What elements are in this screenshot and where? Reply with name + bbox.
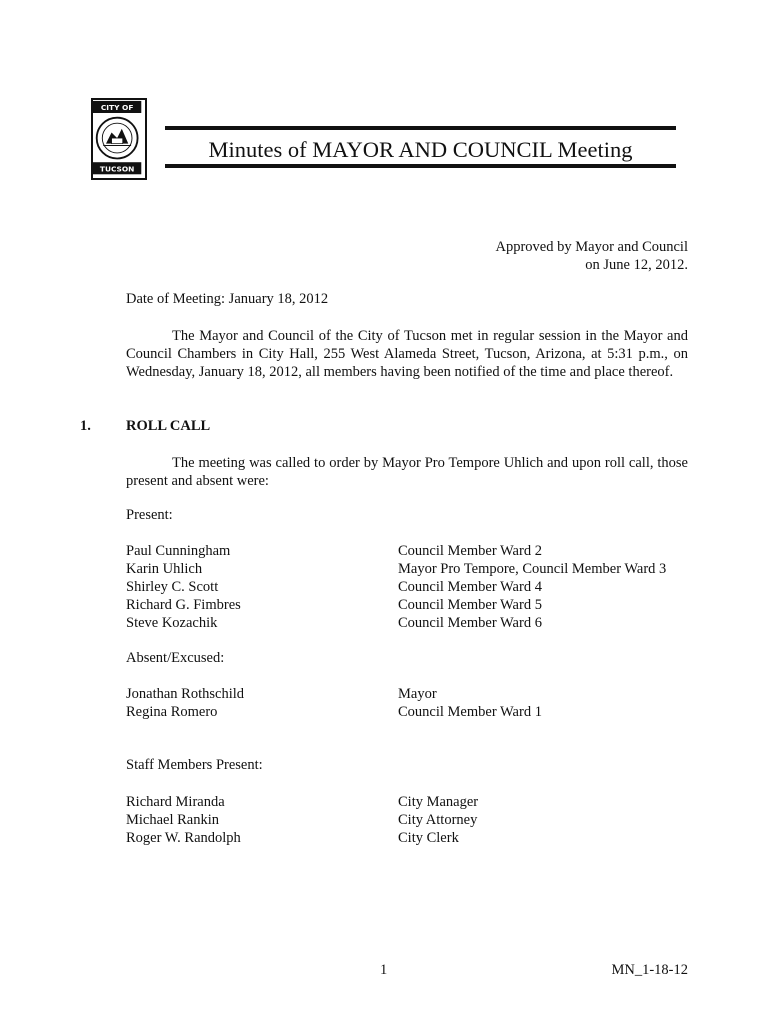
member-role: Council Member Ward 6 xyxy=(398,615,542,631)
member-name: Karin Uhlich xyxy=(126,561,203,577)
seal-graphic xyxy=(93,100,145,178)
member-name: Richard G. Fimbres xyxy=(126,597,241,613)
intro-text: The Mayor and Council of the City of Tucson met in regular session in the Mayor and Council Chambers in City Hall, 255 West Alameda Street, Tucson, Arizona, at 5:31 p.m., on Wednesday, January 18, 2012, all members having been notified of the time and place thereof. xyxy=(126,328,688,380)
member-role: City Manager xyxy=(398,794,479,810)
header-rule-top xyxy=(165,126,676,130)
document-code: MN_1-18-12 xyxy=(611,962,688,978)
section-title: ROLL CALL xyxy=(126,418,211,434)
member-name: Roger W. Randolph xyxy=(126,830,241,846)
member-role: Mayor xyxy=(398,686,437,702)
member-name: Jonathan Rothschild xyxy=(126,686,245,702)
approval-line-2: on June 12, 2012. xyxy=(585,257,688,273)
member-role: Council Member Ward 1 xyxy=(398,704,542,720)
member-role: Mayor Pro Tempore, Council Member Ward 3 xyxy=(398,561,667,577)
seal-text-top: CITY OF xyxy=(100,103,134,113)
member-role: Council Member Ward 4 xyxy=(398,579,542,595)
approval-line-1: Approved by Mayor and Council xyxy=(495,239,688,255)
absent-roles xyxy=(398,685,542,721)
member-name: Steve Kozachik xyxy=(126,615,218,631)
section-number: 1. xyxy=(80,418,91,434)
meeting-date: Date of Meeting: January 18, 2012 xyxy=(126,291,329,307)
member-name: Michael Rankin xyxy=(126,812,220,828)
member-role: City Clerk xyxy=(398,830,459,846)
member-name: Richard Miranda xyxy=(126,794,225,810)
page-title: Minutes of MAYOR AND COUNCIL Meeting xyxy=(208,137,633,162)
intro-paragraph xyxy=(126,327,688,381)
present-roles xyxy=(398,542,666,632)
staff-roles xyxy=(398,793,478,847)
member-name: Regina Romero xyxy=(126,704,218,720)
member-role: Council Member Ward 2 xyxy=(398,543,542,559)
member-role: Council Member Ward 5 xyxy=(398,597,542,613)
rollcall-text: The meeting was called to order by Mayor Pro Tempore Uhlich and upon roll call, those present and absent were: xyxy=(126,455,688,489)
absent-names xyxy=(126,685,244,721)
rollcall-paragraph xyxy=(126,454,688,490)
member-role: City Attorney xyxy=(398,812,478,828)
city-seal-logo xyxy=(91,98,147,180)
approval-note xyxy=(496,238,689,274)
present-label: Present: xyxy=(126,507,173,523)
seal-text-bottom: TUCSON xyxy=(99,164,135,174)
page-number: 1 xyxy=(380,962,388,978)
staff-label: Staff Members Present: xyxy=(126,757,263,773)
present-names xyxy=(126,542,241,632)
absent-label: Absent/Excused: xyxy=(126,650,225,666)
header-rule-bottom xyxy=(165,164,676,168)
member-name: Paul Cunningham xyxy=(126,543,231,559)
member-name: Shirley C. Scott xyxy=(126,579,219,595)
staff-names xyxy=(126,793,241,847)
